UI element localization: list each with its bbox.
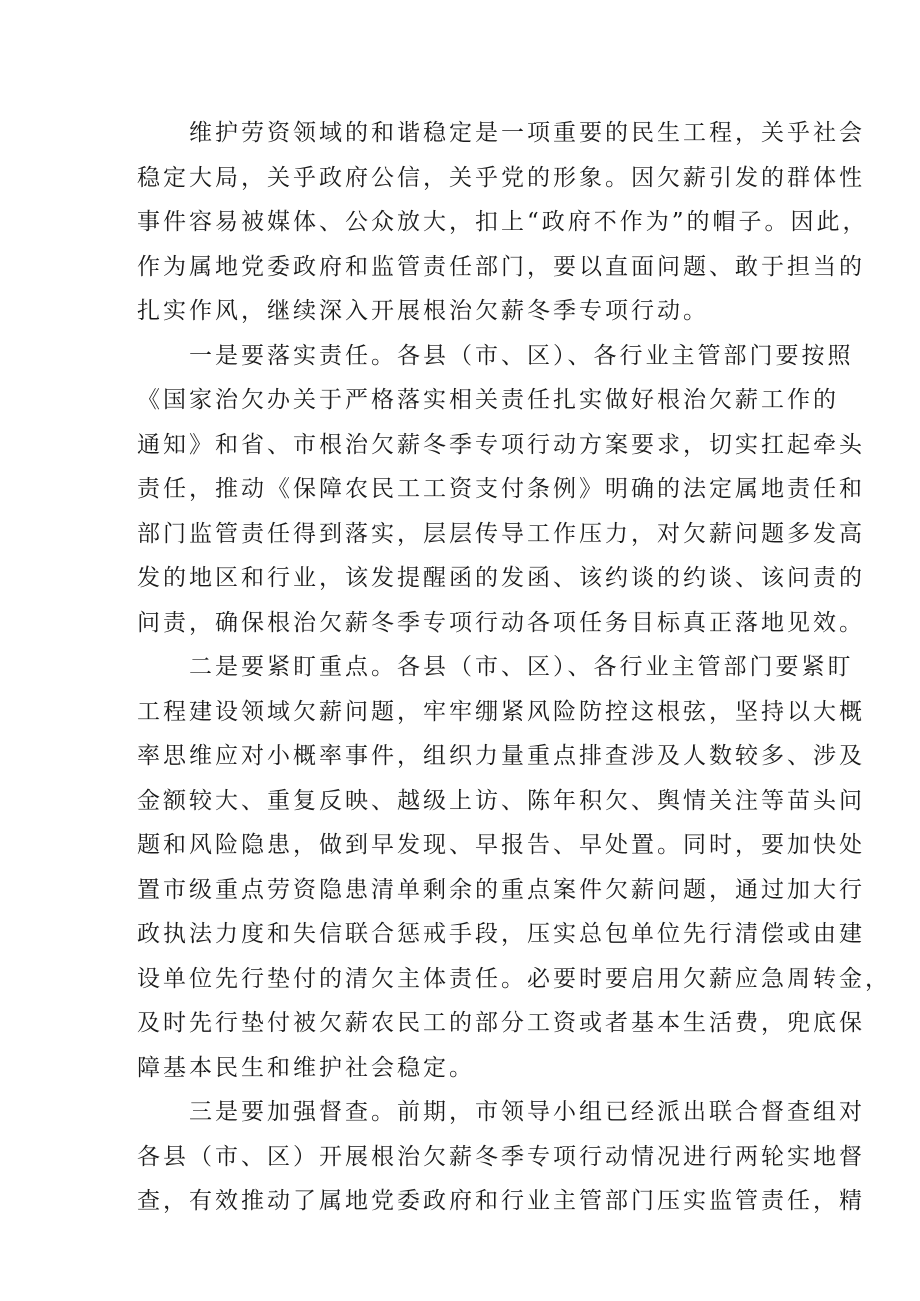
- text-line: 题和风险隐患，做到早发现、早报告、早处置。同时，要加快处: [137, 832, 865, 858]
- text-line: 事件容易被媒体、公众放大，扣上“政府不作为”的帽子。因此，: [137, 209, 869, 235]
- text-line: 发的地区和行业，该发提醒函的发函、该约谈的约谈、该问责的: [137, 565, 865, 591]
- text-line: 及时先行垫付被欠薪农民工的部分工资或者基本生活费，兜底保: [137, 1010, 865, 1036]
- text-line: 作为属地党委政府和监管责任部门，要以直面问题、敢于担当的: [137, 253, 865, 280]
- text-line: 责任，推动《保障农民工工资支付条例》明确的法定属地责任和: [137, 476, 865, 502]
- text-line: 稳定大局，关乎政府公信，关乎党的形象。因欠薪引发的群体性: [137, 164, 865, 191]
- text-line: 政执法力度和失信联合惩戒手段，压实总包单位先行清偿或由建: [137, 921, 865, 947]
- text-line: 三是要加强督查。前期，市领导小组已经派出联合督查组对: [189, 1099, 865, 1125]
- paragraph-supervision: [137, 1090, 865, 1224]
- text-line: 工程建设领域欠薪问题，牢牢绷紧风险防控这根弦，坚持以大概: [137, 698, 865, 725]
- text-line: 通知》和省、市根治欠薪冬季专项行动方案要求，切实扛起牵头: [137, 431, 865, 458]
- paragraph-focus: [137, 645, 891, 1090]
- text-line: 《国家治欠办关于严格落实相关责任扎实做好根治欠薪工作的: [137, 387, 839, 413]
- text-line: 部门监管责任得到落实，层层传导工作压力，对欠薪问题多发高: [137, 520, 865, 547]
- text-line: 查，有效推动了属地党委政府和行业主管部门压实监管责任，精: [137, 1188, 865, 1214]
- document-body: [137, 111, 891, 1224]
- text-line: 设单位先行垫付的清欠主体责任。必要时要启用欠薪应急周转金，: [137, 965, 891, 992]
- text-line: 扎实作风，继续深入开展根治欠薪冬季专项行动。: [137, 298, 709, 324]
- text-line: 问责，确保根治欠薪冬季专项行动各项任务目标真正落地见效。: [137, 609, 865, 636]
- text-line: 率思维应对小概率事件，组织力量重点排查涉及人数较多、涉及: [137, 743, 865, 769]
- text-line: 维护劳资领域的和谐稳定是一项重要的民生工程，关乎社会: [189, 120, 865, 146]
- text-line: 金额较大、重复反映、越级上访、陈年积欠、舆情关注等苗头问: [137, 787, 865, 814]
- text-line: 二是要紧盯重点。各县（市、区）、各行业主管部门要紧盯: [189, 654, 854, 680]
- text-line: 各县（市、区）开展根治欠薪冬季专项行动情况进行两轮实地督: [137, 1143, 865, 1170]
- text-line: 置市级重点劳资隐患清单剩余的重点案件欠薪问题，通过加大行: [137, 876, 865, 903]
- text-line: 障基本民生和维护社会稳定。: [137, 1054, 475, 1081]
- paragraph-intro: [137, 111, 869, 334]
- text-line: 一是要落实责任。各县（市、区）、各行业主管部门要按照: [189, 342, 854, 369]
- paragraph-responsibility: [137, 334, 865, 646]
